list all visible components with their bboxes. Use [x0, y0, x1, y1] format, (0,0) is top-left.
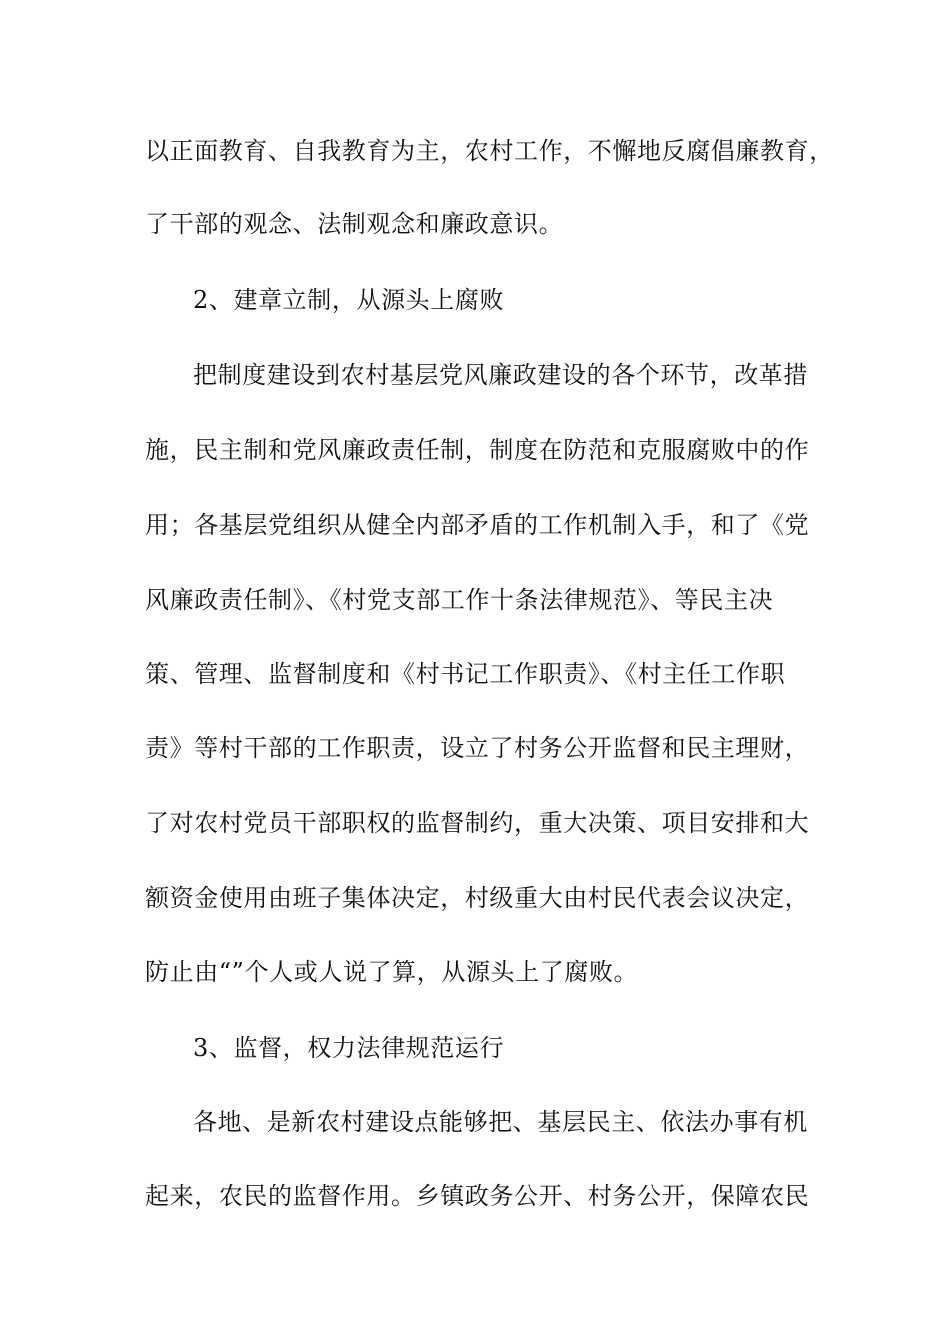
paragraph-line: 把制度建设到农村基层党风廉政建设的各个环节，改革措: [193, 361, 808, 389]
paragraph-line: 了对农村党员干部职权的监督制约，重大决策、项目安排和大: [145, 809, 810, 837]
paragraph-line: 策、管理、监督制度和《村书记工作职责》、《村主任工作职: [145, 660, 786, 688]
paragraph-line: 以正面教育、自我教育为主，农村工作，不懈地反腐倡廉教育，: [145, 137, 834, 165]
paragraph-line: 施，民主制和党风廉政责任制，制度在防范和克服腐败中的作: [145, 436, 810, 464]
paragraph-line: 责》等村干部的工作职责，设立了村务公开监督和民主理财，: [145, 734, 810, 762]
paragraph-line: 起来，农民的监督作用。乡镇政务公开、村务公开，保障农民: [145, 1182, 810, 1210]
section-heading: 3、监督，权力法律规范运行: [193, 1034, 505, 1062]
paragraph-line: 防止由“”个人或人说了算，从源头上了腐败。: [145, 958, 639, 986]
section-heading: 2、建章立制，从源头上腐败: [193, 286, 505, 314]
paragraph-line: 额资金使用由班子集体决定，村级重大由村民代表会议决定，: [145, 884, 810, 912]
paragraph-line: 各地、是新农村建设点能够把、基层民主、依法办事有机: [193, 1108, 808, 1136]
paragraph-line: 了干部的观念、法制观念和廉政意识。: [145, 210, 564, 238]
paragraph-line: 风廉政责任制》、《村党支部工作十条法律规范》、等民主决: [145, 586, 774, 614]
paragraph-line: 用；各基层党组织从健全内部矛盾的工作机制入手，和了《党: [145, 511, 810, 539]
